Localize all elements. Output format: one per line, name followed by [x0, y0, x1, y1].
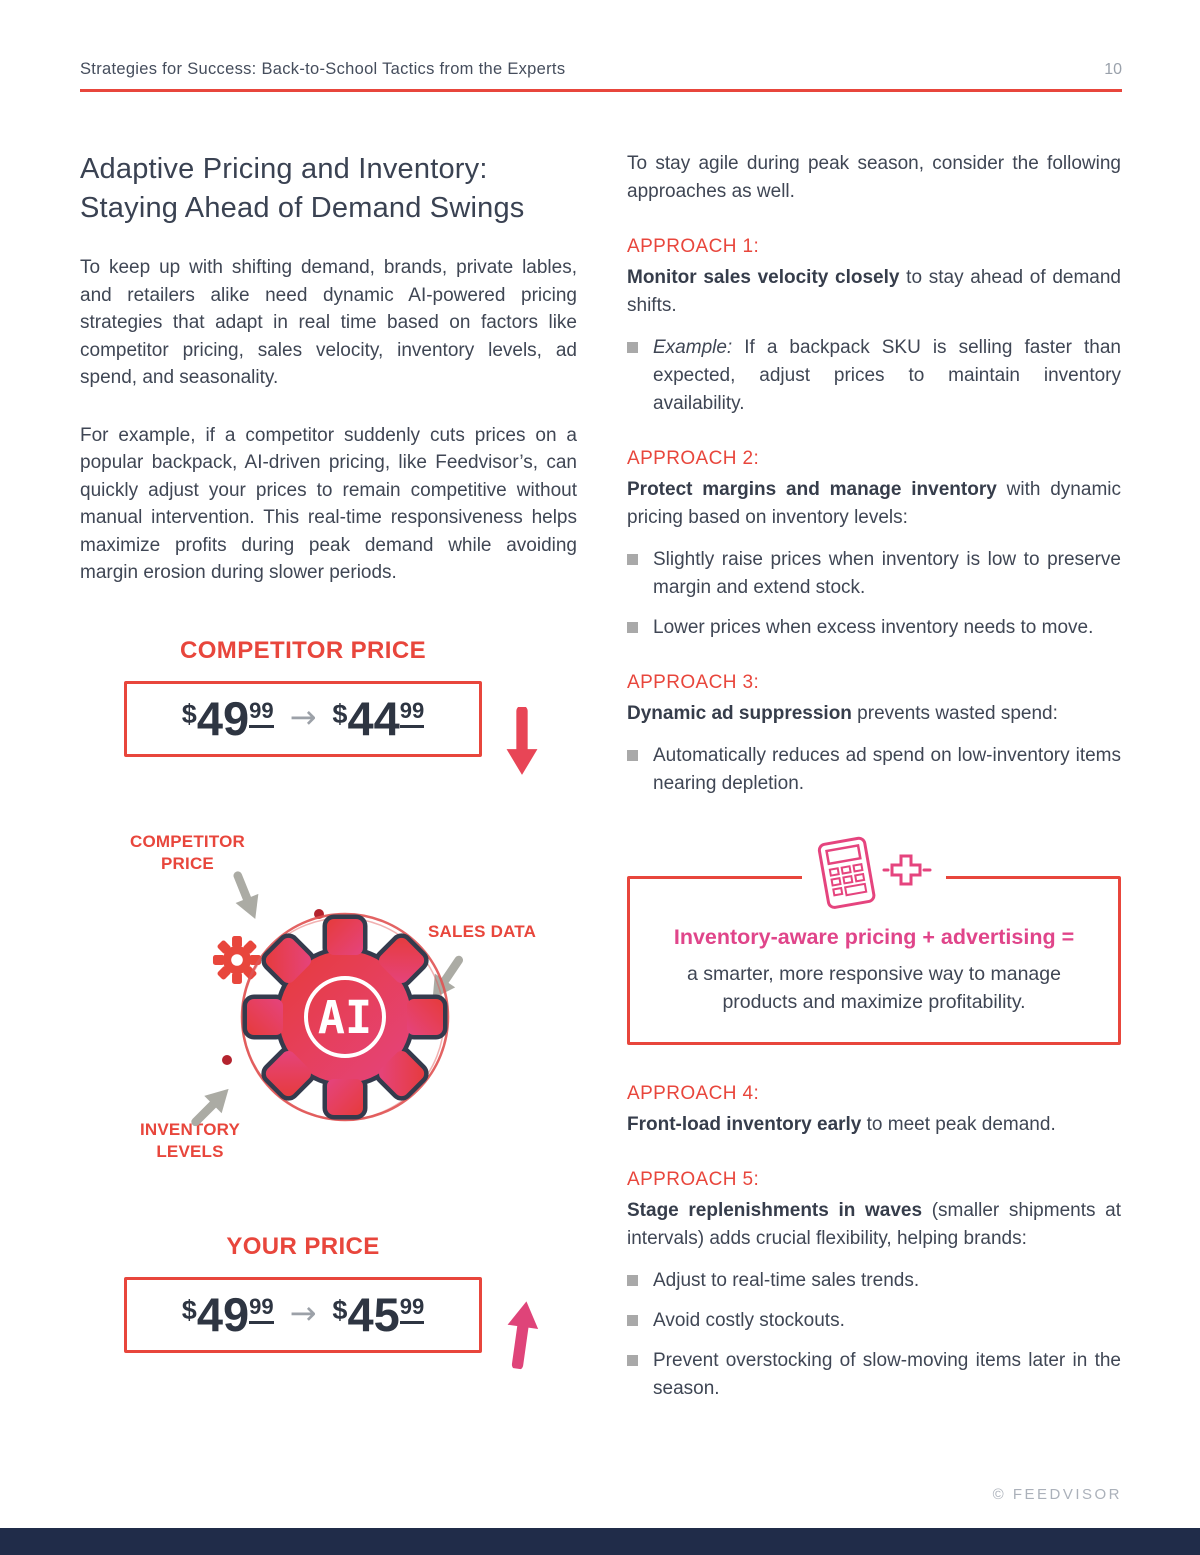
header-rule — [80, 89, 1122, 92]
section-title: Adaptive Pricing and Inventory: Staying Ahead of Demand Swings — [80, 153, 525, 224]
approach-text: Dynamic ad suppression prevents wasted spend: — [627, 703, 1058, 724]
approach-text: Front-load inventory early to meet peak demand. — [627, 1114, 1056, 1135]
diagram-dot — [222, 1055, 232, 1065]
paragraph: For example, if a competitor suddenly cuts prices on a popular backpack, AI-driven pricing, like Feedvisor’s, can quickly adjust your prices to remain competitive without manual intervention. This real-time responsiveness helps maximize profits during peak demand while avoiding margin erosion during slower periods. — [80, 424, 577, 583]
bullet-square-icon — [627, 622, 638, 633]
approach-4 — [627, 1083, 1121, 1139]
diagram-label-competitor-price: COMPETITOR PRICE — [129, 831, 246, 873]
bullet-square-icon — [627, 1355, 638, 1366]
approach-label: APPROACH 5: — [627, 1169, 760, 1190]
competitor-price-heading: COMPETITOR PRICE — [180, 636, 426, 664]
approach-label: APPROACH 4: — [627, 1083, 760, 1104]
running-header-title: Strategies for Success: Back-to-School Tactics from the Experts — [80, 60, 566, 78]
bullet-item: Avoid costly stockouts. — [627, 1307, 1121, 1335]
bullet-square-icon — [627, 554, 638, 565]
bullet-item: Slightly raise prices when inventory is low to preserve margin and extend stock. — [627, 546, 1121, 602]
paragraph: To keep up with shifting demand, brands, private lables, and retailers alike need dynamic AI-powered pricing strategies that adapt in real time based on factors like competitor pricing, sales velocity, inventory levels, ad spend, and seasonality. — [80, 257, 577, 388]
price-new: $ 44 99 — [332, 692, 425, 745]
bullet-item: Example: If a backpack SKU is selling faster than expected, adjust prices to maintain inventory availability. — [627, 334, 1121, 418]
price-change-arrow-icon: → — [289, 697, 317, 736]
bullet-square-icon — [627, 342, 638, 353]
callout-title: Inventory-aware pricing + advertising = — [673, 925, 1075, 949]
copyright-footer: © FEEDVISOR — [992, 1486, 1122, 1503]
bullet-item: Automatically reduces ad spend on low-inventory items nearing depletion. — [627, 742, 1121, 798]
price-down-arrow-icon — [502, 707, 542, 784]
price-up-arrow-icon — [502, 1297, 542, 1374]
approach-label: APPROACH 2: — [627, 448, 760, 469]
approach-1 — [627, 236, 1121, 418]
ai-pricing-diagram — [80, 825, 577, 1187]
competitor-price-box — [124, 681, 482, 757]
callout-body: a smarter, more responsive way to manage products and maximize profitability. — [687, 963, 1061, 1013]
approach-2 — [627, 448, 1121, 642]
price-change-arrow-icon: → — [289, 1293, 317, 1332]
ai-gear-label: AI — [317, 990, 373, 1044]
price-new: $ 45 99 — [332, 1288, 425, 1341]
approach-5 — [627, 1169, 1121, 1403]
page-header — [80, 60, 1122, 92]
left-column — [80, 150, 577, 1403]
your-price-heading: YOUR PRICE — [226, 1232, 380, 1260]
page-number: 10 — [1104, 61, 1122, 78]
bullet-square-icon — [627, 1275, 638, 1286]
right-column — [627, 150, 1121, 1403]
ai-gear-icon — [235, 907, 455, 1132]
approach-label: APPROACH 1: — [627, 236, 760, 257]
bullet-square-icon — [627, 1315, 638, 1326]
diagram-label-sales-data: SALES DATA — [428, 921, 537, 941]
approach-text: Monitor sales velocity closely to stay ahead of demand shifts. — [627, 267, 1122, 316]
price-old: $ 49 99 — [181, 1288, 274, 1341]
approach-text: Protect margins and manage inventory with dynamic pricing based on inventory levels: — [627, 479, 1121, 528]
inventory-aware-callout — [627, 876, 1121, 1045]
approach-3 — [627, 672, 1121, 798]
diagram-label-inventory-levels: INVENTORY LEVELS — [139, 1119, 241, 1161]
bullet-item: Lower prices when excess inventory needs to move. — [627, 614, 1121, 642]
bullet-square-icon — [627, 750, 638, 761]
price-old: $ 49 99 — [181, 692, 274, 745]
approach-label: APPROACH 3: — [627, 672, 760, 693]
bottom-navy-bar — [0, 1528, 1200, 1555]
your-price-box — [124, 1277, 482, 1353]
calculator-plus-icon — [802, 833, 946, 922]
competitor-price-figure — [124, 637, 482, 757]
bullet-item: Prevent overstocking of slow-moving items later in the season. — [627, 1347, 1121, 1403]
your-price-figure — [124, 1233, 482, 1353]
bullet-item: Adjust to real-time sales trends. — [627, 1267, 1121, 1295]
approach-text: Stage replenishments in waves (smaller shipments at intervals) adds crucial flexibility, helping brands: — [627, 1200, 1121, 1249]
intro-paragraph: To stay agile during peak season, consider the following approaches as well. — [627, 153, 1121, 202]
